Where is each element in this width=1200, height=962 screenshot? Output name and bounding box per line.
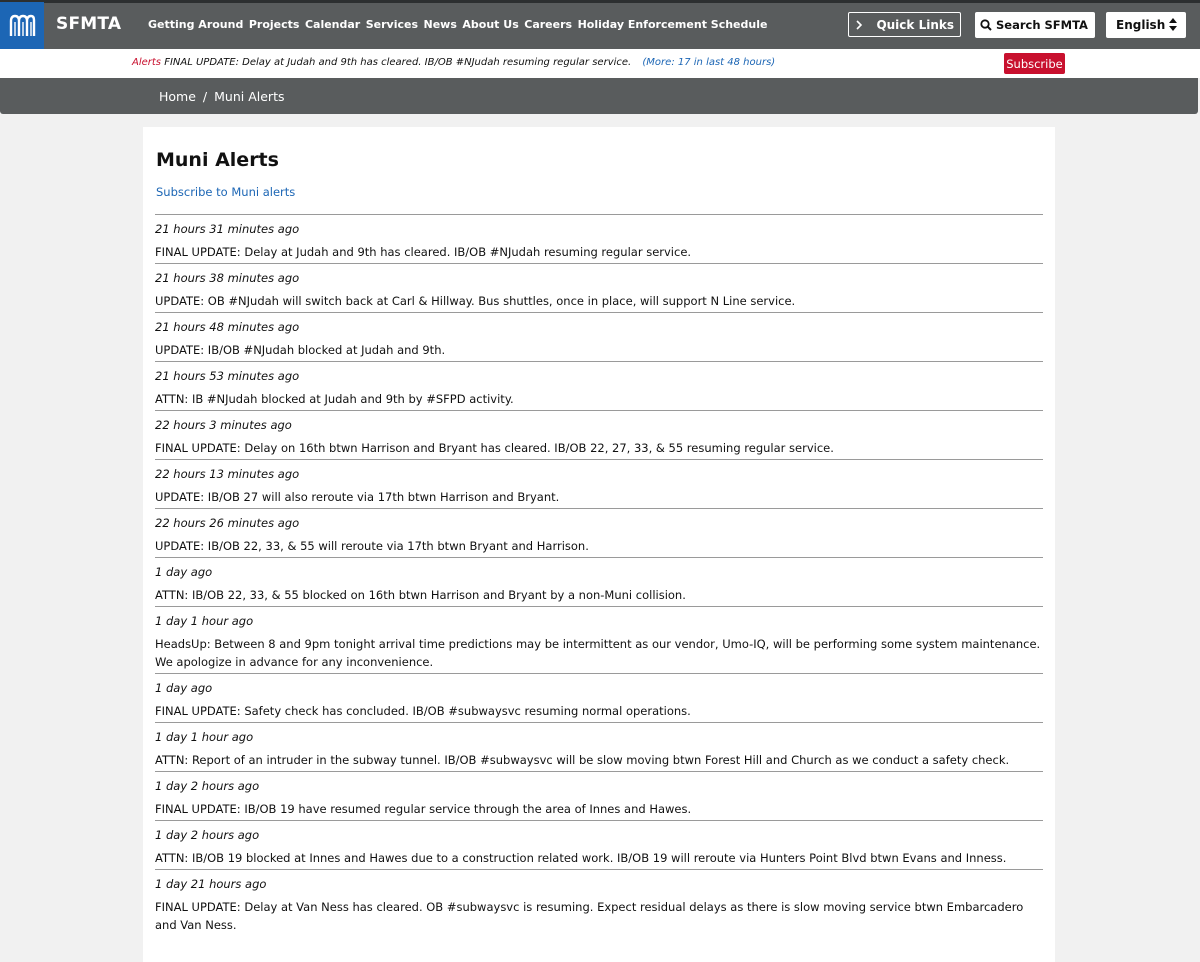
alert-item — [155, 606, 1043, 673]
alert-message: FINAL UPDATE: Safety check has concluded. IB/OB #subwaysvc resuming normal operations. — [155, 704, 691, 718]
nav-projects[interactable]: Projects — [248, 18, 300, 31]
alert-message: UPDATE: IB/OB #NJudah blocked at Judah and 9th. — [155, 343, 446, 357]
main-nav — [148, 18, 773, 31]
alert-time: 22 hours 13 minutes ago — [155, 467, 300, 481]
alert-item — [155, 459, 1043, 508]
alert-item — [155, 312, 1043, 361]
alert-banner-more-link[interactable]: (More: 17 in last 48 hours) — [642, 57, 776, 68]
alert-item — [155, 410, 1043, 459]
breadcrumb-home[interactable]: Home — [159, 89, 196, 104]
nav-news[interactable]: News — [423, 18, 457, 31]
alert-message: FINAL UPDATE: Delay at Judah and 9th has cleared. IB/OB #NJudah resuming regular service. — [155, 245, 692, 259]
alert-time: 1 day 21 hours ago — [155, 877, 267, 891]
alert-message: UPDATE: IB/OB 27 will also reroute via 17th btwn Harrison and Bryant. — [155, 490, 560, 504]
alert-item — [155, 557, 1043, 606]
alert-item — [155, 771, 1043, 820]
alert-item — [155, 869, 1043, 936]
alert-message: ATTN: IB/OB 19 blocked at Innes and Hawes due to a construction related work. IB/OB 19 will reroute via Hunters Point Blvd btwn Evans and Inness. — [155, 851, 1007, 865]
alert-message: HeadsUp: Between 8 and 9pm tonight arrival time predictions may be intermittent as our vendor, Umo-IQ, will be performing some system maintenance. We apologize in advance for any inconvenience. — [155, 637, 1041, 669]
alert-message: ATTN: IB #NJudah blocked at Judah and 9th by #SFPD activity. — [155, 392, 514, 406]
alert-message: ATTN: IB/OB 22, 33, & 55 blocked on 16th btwn Harrison and Bryant by a non-Muni collision. — [155, 588, 686, 602]
breadcrumb-bar — [0, 78, 1198, 114]
alert-time: 1 day ago — [155, 565, 213, 579]
alert-time: 22 hours 26 minutes ago — [155, 516, 300, 530]
search-icon — [980, 19, 992, 31]
subscribe-button[interactable]: Subscribe — [1004, 53, 1065, 74]
alert-item — [155, 361, 1043, 410]
alert-banner-label[interactable]: Alerts — [132, 57, 162, 68]
alert-item — [155, 722, 1043, 771]
alert-time: 21 hours 38 minutes ago — [155, 271, 300, 285]
alert-time: 1 day 1 hour ago — [155, 730, 254, 744]
alert-message: UPDATE: IB/OB 22, 33, & 55 will reroute via 17th btwn Bryant and Harrison. — [155, 539, 589, 553]
alert-time: 22 hours 3 minutes ago — [155, 418, 292, 432]
alert-message: ATTN: Report of an intruder in the subway tunnel. IB/OB #subwaysvc will be slow moving btwn Forest Hill and Church as we conduct a safety check. — [155, 753, 1010, 767]
alert-item — [155, 263, 1043, 312]
alert-time: 21 hours 53 minutes ago — [155, 369, 300, 383]
sort-arrows-icon — [1168, 17, 1178, 32]
alert-message: FINAL UPDATE: IB/OB 19 have resumed regular service through the area of Innes and Hawes. — [155, 802, 692, 816]
page-title: Muni Alerts — [156, 149, 279, 171]
breadcrumb-separator: / — [202, 89, 208, 104]
alert-time: 1 day 2 hours ago — [155, 828, 260, 842]
alert-time: 1 day 1 hour ago — [155, 614, 254, 628]
alert-time: 21 hours 48 minutes ago — [155, 320, 300, 334]
alerts-list — [155, 214, 1043, 936]
alert-banner-text — [132, 57, 775, 68]
nav-about-us[interactable]: About Us — [462, 18, 519, 31]
nav-getting-around[interactable]: Getting Around — [148, 18, 244, 31]
muni-worm-icon — [7, 11, 37, 41]
quick-links-button[interactable] — [848, 12, 961, 37]
muni-logo[interactable] — [0, 2, 44, 49]
alert-time: 1 day ago — [155, 681, 213, 695]
nav-careers[interactable]: Careers — [524, 18, 573, 31]
language-value: English — [1116, 18, 1166, 32]
alert-time: 21 hours 31 minutes ago — [155, 222, 300, 236]
nav-holiday-enforcement[interactable]: Holiday Enforcement Schedule — [577, 18, 768, 31]
search-button[interactable] — [975, 12, 1095, 38]
alert-banner-message: FINAL UPDATE: Delay at Judah and 9th has cleared. IB/OB #NJudah resuming regular service. — [164, 57, 632, 68]
breadcrumb-current: Muni Alerts — [214, 89, 285, 104]
alert-item — [155, 214, 1043, 263]
alert-item — [155, 820, 1043, 869]
subscribe-muni-alerts-link[interactable]: Subscribe to Muni alerts — [156, 185, 296, 199]
quick-links-label: Quick Links — [876, 17, 954, 32]
language-select[interactable] — [1106, 12, 1186, 38]
alert-message: UPDATE: OB #NJudah will switch back at Carl & Hillway. Bus shuttles, once in place, will support N Line service. — [155, 294, 796, 308]
alert-item — [155, 673, 1043, 722]
top-nav — [0, 0, 1200, 49]
alert-message: FINAL UPDATE: Delay at Van Ness has cleared. OB #subwaysvc is resuming. Expect residual delays as there is slow moving service btwn Embarcadero and Van Ness. — [155, 900, 1024, 932]
search-label: Search SFMTA — [996, 18, 1088, 32]
brand-name[interactable]: SFMTA — [56, 14, 122, 34]
nav-services[interactable]: Services — [365, 18, 419, 31]
alert-message: FINAL UPDATE: Delay on 16th btwn Harrison and Bryant has cleared. IB/OB 22, 27, 33, & 55 resuming regular service. — [155, 441, 834, 455]
alert-time: 1 day 2 hours ago — [155, 779, 260, 793]
breadcrumb — [159, 89, 284, 104]
chevron-right-icon — [855, 20, 863, 30]
nav-calendar[interactable]: Calendar — [304, 18, 361, 31]
alert-item — [155, 508, 1043, 557]
